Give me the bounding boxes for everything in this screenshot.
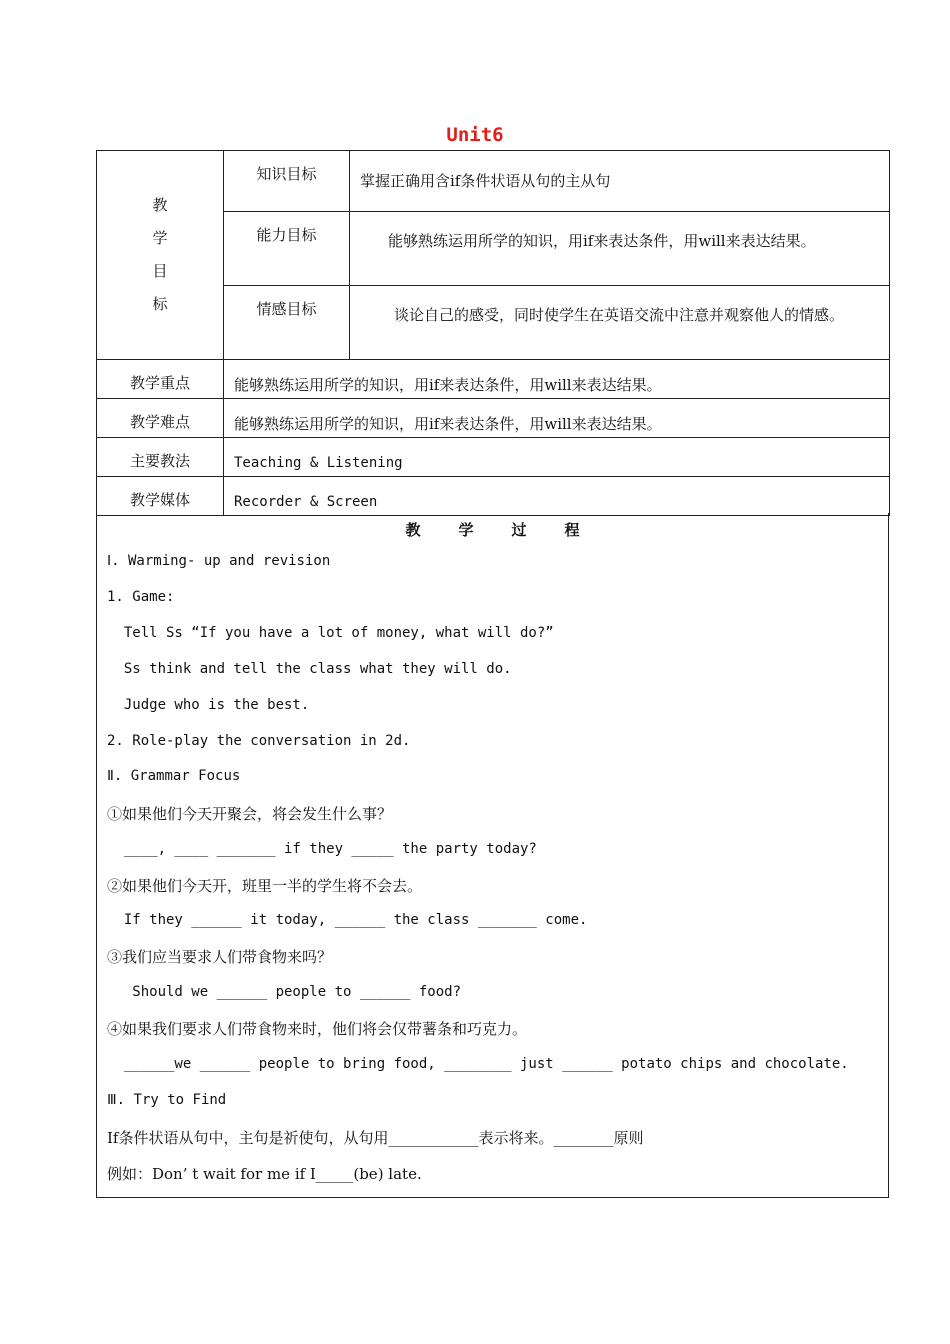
process-line: If条件状语从句中，主句是祈使句，从句用____________表示将来。________原则 bbox=[107, 1129, 644, 1147]
teaching-process-section bbox=[96, 513, 889, 1198]
objective-category: 情感目标 bbox=[224, 286, 350, 360]
lesson-plan-table bbox=[96, 150, 890, 516]
process-line: ____, ____ _______ if they _____ the party today? bbox=[107, 841, 537, 857]
row-text: 能够熟练运用所学的知识，用if来表达条件，用will来表达结果。 bbox=[224, 360, 890, 399]
row-label: 教学重点 bbox=[97, 360, 224, 399]
plan-row bbox=[97, 438, 890, 477]
objectives-label bbox=[97, 151, 224, 360]
process-line: ④如果我们要求人们带食物来时，他们将会仅带薯条和巧克力。 bbox=[107, 1020, 528, 1038]
row-label: 教学媒体 bbox=[97, 477, 224, 516]
row-label: 教学难点 bbox=[97, 399, 224, 438]
row-text: Teaching & Listening bbox=[224, 438, 890, 477]
process-line: ③我们应当要求人们带食物来吗？ bbox=[107, 948, 333, 966]
process-line: Ⅰ. Warming- up and revision bbox=[107, 553, 331, 569]
process-line: Ⅱ. Grammar Focus bbox=[107, 768, 241, 784]
row-label: 主要教法 bbox=[97, 438, 224, 477]
plan-row bbox=[97, 477, 890, 516]
objective-category: 知识目标 bbox=[224, 151, 350, 212]
page-title: Unit6 bbox=[446, 124, 504, 146]
process-line: ______we ______ people to bring food, ________ just ______ potato chips and chocolate. bbox=[107, 1056, 849, 1072]
process-line: ①如果他们今天开聚会，将会发生什么事？ bbox=[107, 805, 393, 823]
objective-row bbox=[97, 151, 890, 212]
process-line: Judge who is the best. bbox=[107, 697, 310, 713]
objectives-label-text: 教 学 目 标 bbox=[152, 196, 168, 313]
process-line: Should we ______ people to ______ food? bbox=[107, 984, 462, 1000]
row-text: Recorder & Screen bbox=[224, 477, 890, 516]
objective-text: 能够熟练运用所学的知识，用if来表达条件，用will来表达结果。 bbox=[350, 212, 890, 286]
process-line: 1. Game: bbox=[107, 589, 175, 605]
process-line: 例如：Don’ t wait for me if I_____(be) late. bbox=[107, 1165, 422, 1183]
plan-row bbox=[97, 360, 890, 399]
process-line: Ⅲ. Try to Find bbox=[107, 1092, 227, 1108]
process-line: ②如果他们今天开，班里一半的学生将不会去。 bbox=[107, 877, 423, 895]
process-line: If they ______ it today, ______ the class _______ come. bbox=[107, 912, 588, 928]
row-text: 能够熟练运用所学的知识，用if来表达条件，用will来表达结果。 bbox=[224, 399, 890, 438]
objective-text: 谈论自己的感受，同时使学生在英语交流中注意并观察他人的情感。 bbox=[350, 286, 890, 360]
process-title: 教学过程 bbox=[405, 521, 618, 539]
process-line: 2. Role-play the conversation in 2d. bbox=[107, 733, 411, 749]
plan-row bbox=[97, 399, 890, 438]
process-line: Tell Ss “If you have a lot of money, what will do?” bbox=[107, 625, 554, 641]
objective-category: 能力目标 bbox=[224, 212, 350, 286]
objective-text: 掌握正确用含if条件状语从句的主从句 bbox=[350, 151, 890, 212]
process-line: Ss think and tell the class what they will do. bbox=[107, 661, 512, 677]
